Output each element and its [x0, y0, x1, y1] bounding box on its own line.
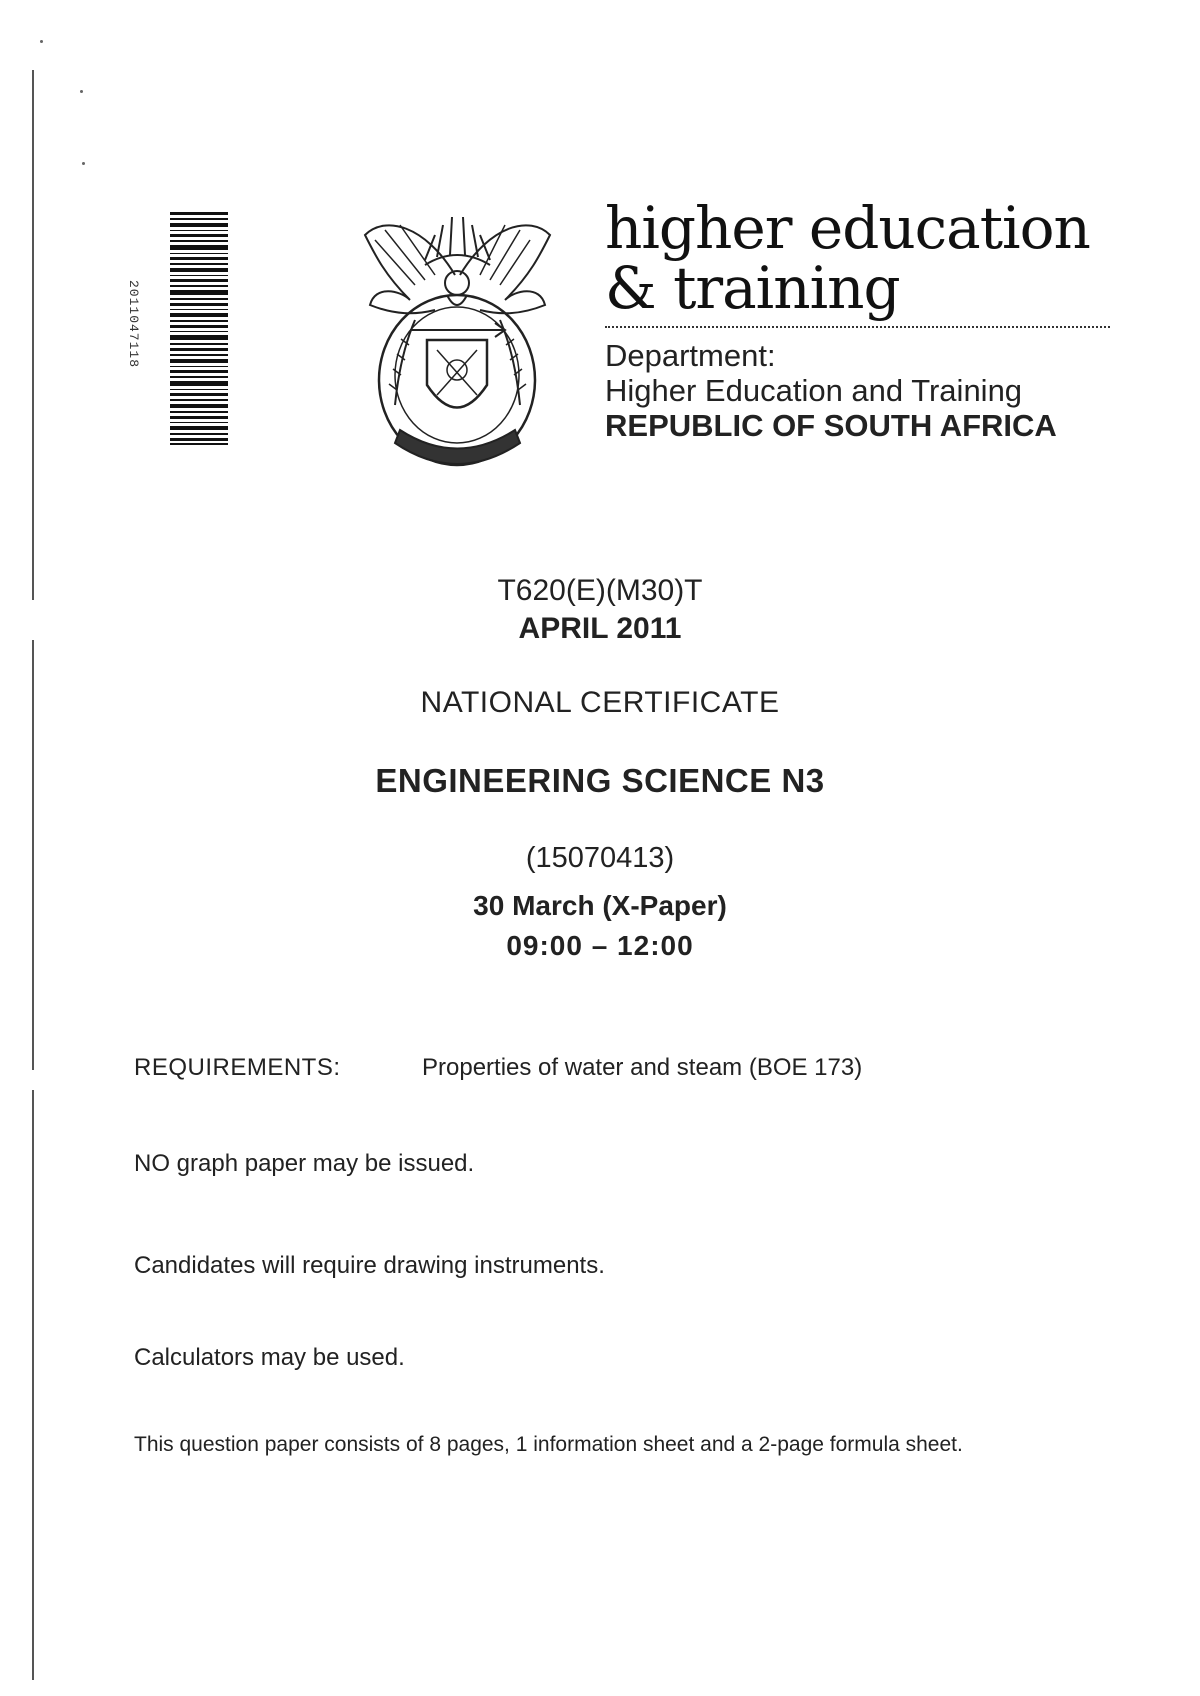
exam-time: 09:00 – 12:00 [506, 930, 694, 961]
exam-month: APRIL 2011 [518, 612, 682, 645]
note-graph-paper: NO graph paper may be issued. [134, 1150, 475, 1177]
paper-composition-note: This question paper consists of 8 pages, 1 information sheet and a 2-page formula sheet. [134, 1433, 963, 1456]
barcode-number: 2011047118 [126, 280, 141, 369]
brand-title-line2: & training [605, 254, 900, 322]
paper-code: T620(E)(M30)T [497, 574, 703, 607]
barcode [168, 210, 230, 446]
department-label: Department: [605, 338, 776, 373]
note-drawing-instruments: Candidates will require drawing instruments. [134, 1252, 605, 1279]
subject-code: (15070413) [525, 842, 675, 874]
certificate-title: NATIONAL CERTIFICATE [420, 686, 780, 719]
exam-date: 30 March (X-Paper) [473, 890, 727, 921]
coat-of-arms-icon [355, 205, 560, 475]
department-brand [605, 194, 1115, 443]
country-name: REPUBLIC OF SOUTH AFRICA [605, 408, 1057, 443]
scan-speck [82, 162, 85, 165]
department-name: Higher Education and Training [605, 373, 1023, 408]
requirements-label: REQUIREMENTS: [134, 1054, 341, 1081]
requirements-value: Properties of water and steam (BOE 173) [422, 1054, 863, 1081]
scan-edge [32, 1090, 34, 1680]
scan-edge [32, 70, 34, 600]
brand-divider [605, 326, 1110, 328]
note-calculators: Calculators may be used. [134, 1344, 405, 1371]
subject-title: ENGINEERING SCIENCE N3 [375, 762, 825, 799]
brand-title-line1: higher education [605, 194, 1090, 262]
scan-speck [80, 90, 83, 93]
scan-speck [40, 40, 43, 43]
